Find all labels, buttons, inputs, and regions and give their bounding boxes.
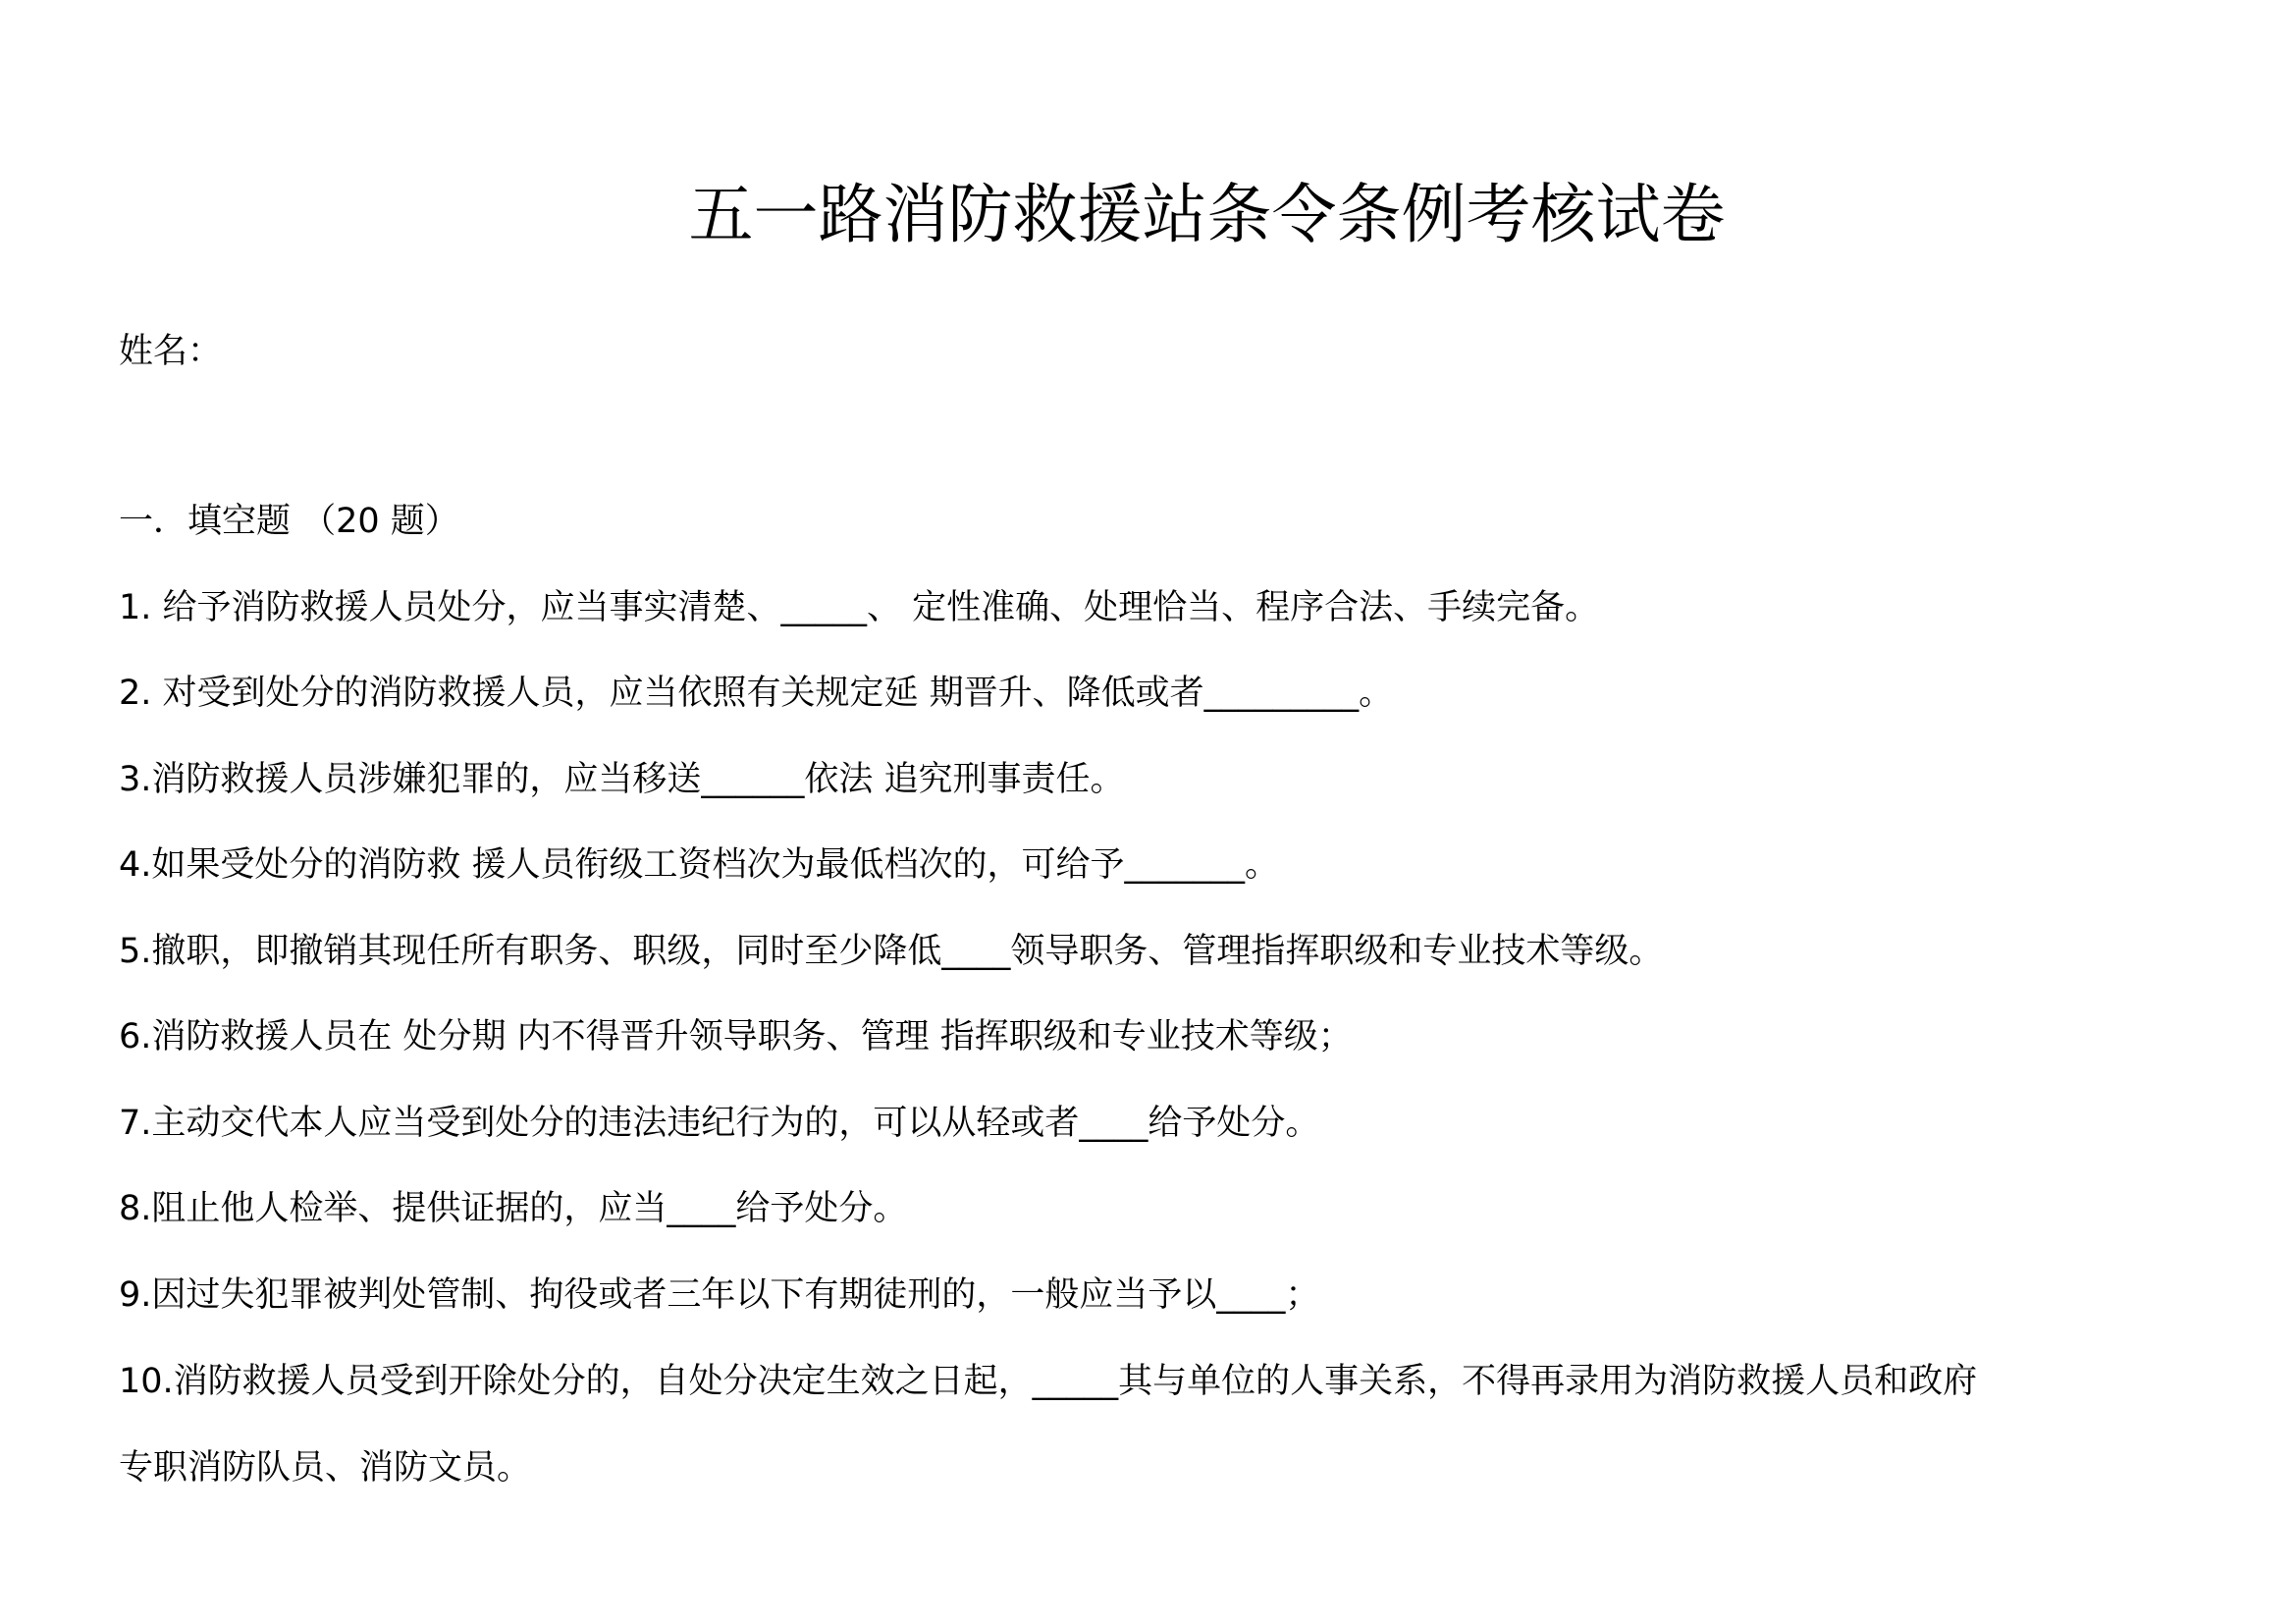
question-9: 9.因过失犯罪被判处管制、拘役或者三年以下有期徒刑的，一般应当予以____； xyxy=(119,1275,1320,1315)
question-10: 10.消防救援人员受到开除处分的，自处分决定生效之日起，_____其与单位的人事关系，不得再录用为消防救援人员和政府 xyxy=(119,1362,1978,1401)
question-6: 6.消防救援人员在 处分期 内不得晋升领导职务、管理 指挥职级和专业技术等级； xyxy=(119,1017,1353,1056)
exam-title: 五一路消防救援站条令条例考核试卷 xyxy=(688,177,1726,252)
question-3: 3.消防救援人员涉嫌犯罪的，应当移送______依法 追究刑事责任。 xyxy=(119,760,1125,799)
name-label: 姓名： xyxy=(119,332,223,371)
question-7: 7.主动交代本人应当受到处分的违法违纪行为的，可以从轻或者____给予处分。 xyxy=(119,1104,1320,1143)
question-1: 1. 给予消防救援人员处分，应当事实清楚、_____、 定性准确、处理恰当、程序合法、手续完备。 xyxy=(119,588,1600,627)
question-4: 4.如果受处分的消防救 援人员衔级工资档次为最低档次的，可给予_______。 xyxy=(119,845,1280,885)
question-10-continued: 专职消防队员、消防文员。 xyxy=(119,1448,532,1488)
section-heading: 一．填空题 （20 题） xyxy=(119,502,459,541)
question-8: 8.阻止他人检举、提供证据的，应当____给予处分。 xyxy=(119,1189,908,1228)
question-2: 2. 对受到处分的消防救援人员，应当依照有关规定延 期晋升、降低或者_________。 xyxy=(119,674,1394,713)
question-5: 5.撤职，即撤销其现任所有职务、职级，同时至少降低____领导职务、管理指挥职级和专业技术等级。 xyxy=(119,932,1664,971)
